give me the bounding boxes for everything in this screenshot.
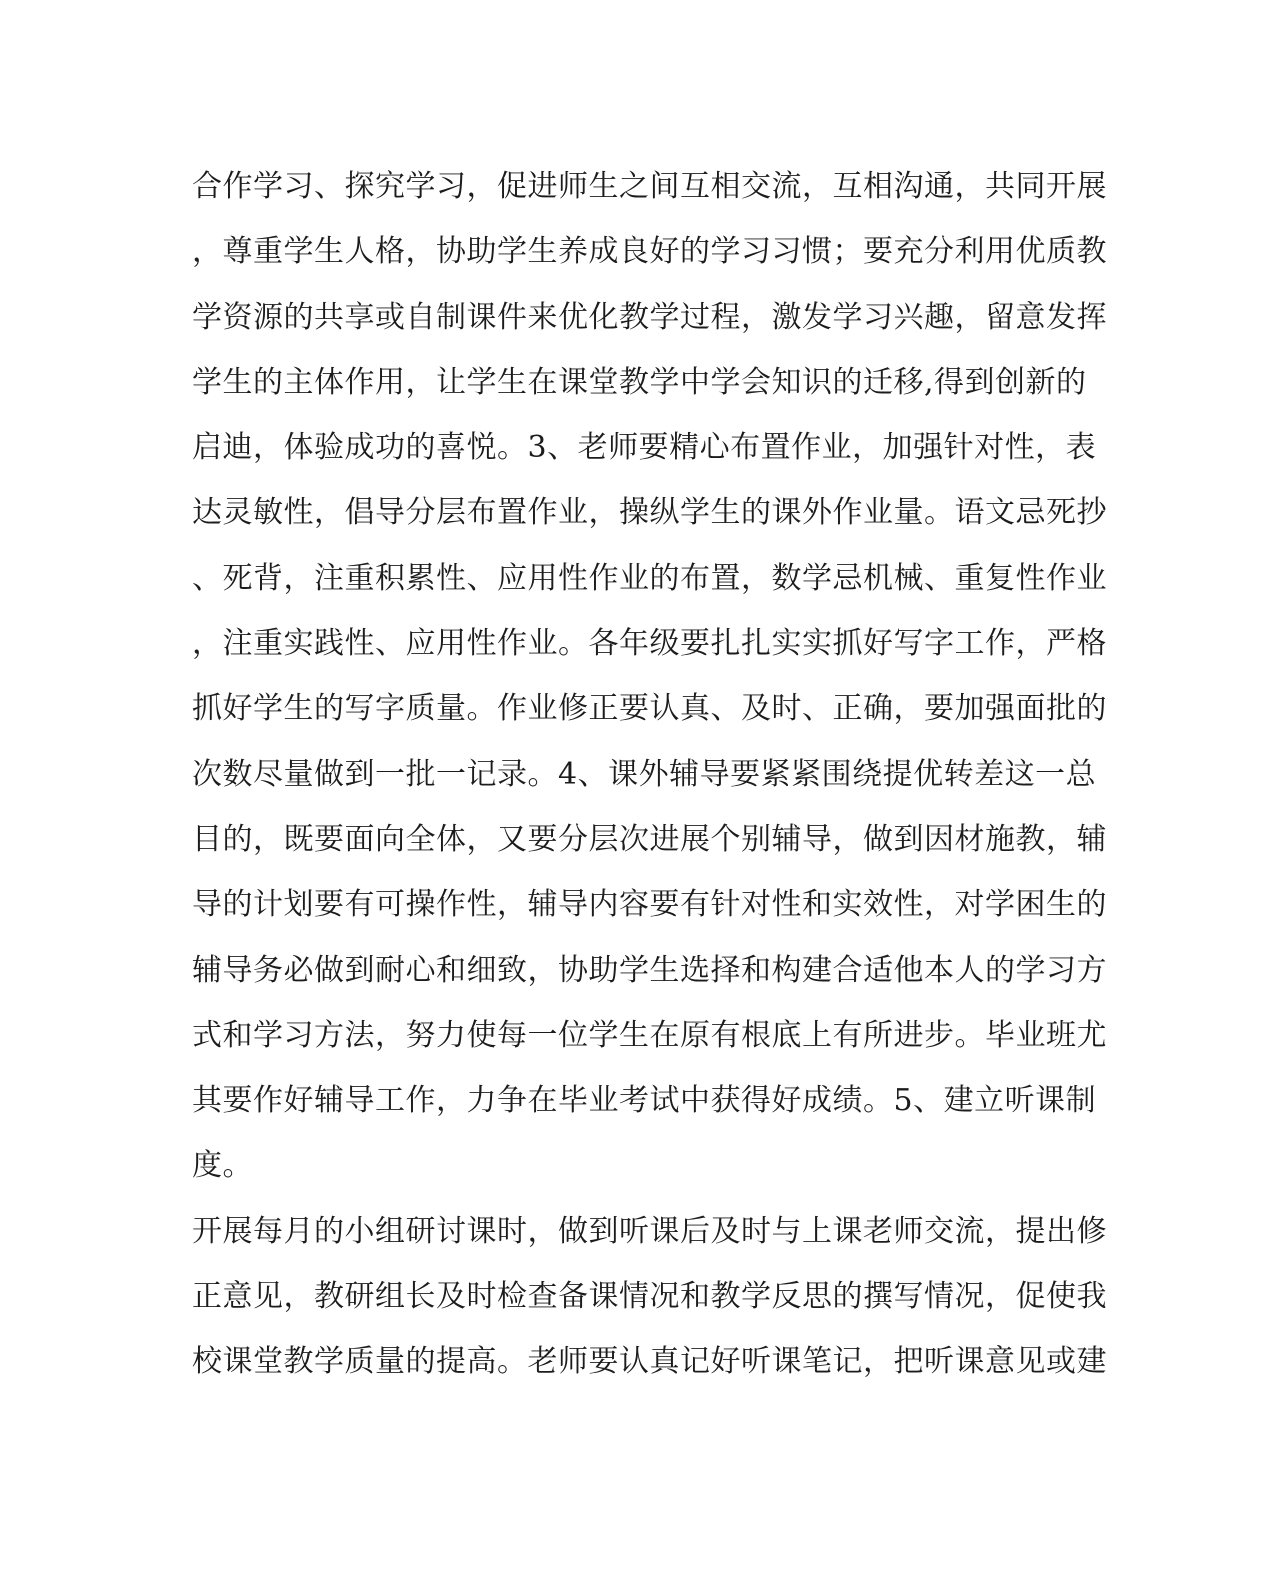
text-line: 式和学习方法，努力使每一位学生在原有根底上有所进步。毕业班尤: [192, 1017, 1107, 1053]
text-line: ，注重实践性、应用性作业。各年级要扎扎实实抓好写字工作，严格: [192, 626, 1107, 662]
text-line: 学资源的共享或自制课件来优化教学过程，激发学习兴趣，留意发挥: [192, 299, 1107, 335]
text-line: 辅导务必做到耐心和细致，协助学生选择和构建合适他本人的学习方: [192, 952, 1107, 988]
text-line: 目的，既要面向全体，又要分层次进展个别辅导，做到因材施教，辅: [192, 821, 1107, 857]
text-line: 合作学习、探究学习，促进师生之间互相交流，互相沟通，共同开展: [192, 169, 1107, 204]
text-line: 度。: [192, 1148, 253, 1184]
text-line: ，尊重学生人格，协助学生养成良好的学习习惯；要充分利用优质教: [192, 234, 1107, 270]
text-line: 导的计划要有可操作性，辅导内容要有针对性和实效性，对学困生的: [192, 887, 1107, 923]
text-line: 正意见，教研组长及时检查备课情况和教学反思的撰写情况，促使我: [192, 1279, 1107, 1315]
text-line: 启迪，体验成功的喜悦。3、老师要精心布置作业，加强针对性，表: [192, 430, 1097, 466]
text-line: 抓好学生的写字质量。作业修正要认真、及时、正确，要加强面批的: [192, 691, 1107, 727]
text-line: 其要作好辅导工作，力争在毕业考试中获得好成绩。5、建立听课制: [192, 1083, 1097, 1119]
text-line: 次数尽量做到一批一记录。4、课外辅导要紧紧围绕提优转差这一总: [192, 756, 1097, 792]
text-line: 、死背，注重积累性、应用性作业的布置，数学忌机械、重复性作业: [192, 560, 1107, 596]
body-text: [192, 160, 1107, 1401]
text-line: 学生的主体作用，让学生在课堂教学中学会知识的迁移,得到创新的: [192, 364, 1087, 400]
text-line: 达灵敏性，倡导分层布置作业，操纵学生的课外作业量。语文忌死抄: [192, 495, 1107, 531]
text-line: 开展每月的小组研讨课时，做到听课后及时与上课老师交流，提出修: [192, 1213, 1107, 1249]
text-line: 校课堂教学质量的提高。老师要认真记好听课笔记，把听课意见或建: [192, 1344, 1107, 1380]
